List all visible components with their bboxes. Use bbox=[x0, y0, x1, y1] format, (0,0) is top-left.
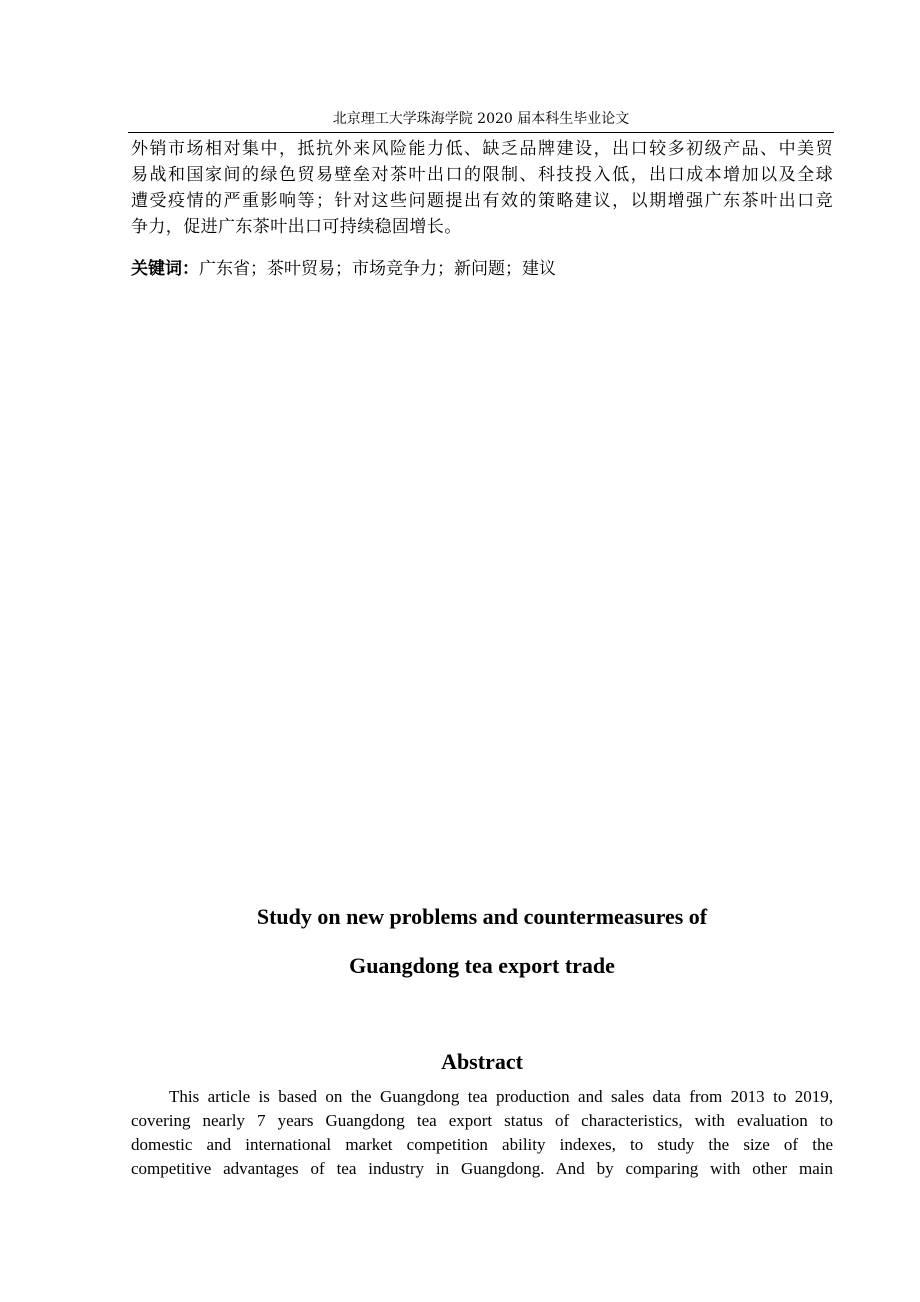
english-title-line-1: Study on new problems and countermeasures of bbox=[256, 904, 708, 929]
english-abstract-body bbox=[131, 1085, 833, 1181]
keywords bbox=[131, 256, 833, 282]
keywords-text: 广东省；茶叶贸易；市场竞争力；新问题；建议 bbox=[199, 259, 556, 279]
english-abstract-line: competitive advantages of tea industry in Guangdong. And by comparing with other main bbox=[131, 1159, 833, 1178]
english-abstract-line: This article is based on the Guangdong tea production and sales data from 2013 to 2019, bbox=[169, 1087, 833, 1106]
chinese-abstract-line: 遭受疫情的严重影响等；针对这些问题提出有效的策略建议，以期增强广东茶叶出口竞 bbox=[131, 191, 833, 211]
english-abstract-line: covering nearly 7 years Guangdong tea export status of characteristics, with evaluation to bbox=[131, 1111, 833, 1130]
chinese-abstract-line: 易战和国家间的绿色贸易壁垒对茶叶出口的限制、科技投入低，出口成本增加以及全球 bbox=[131, 165, 833, 185]
keywords-label: 关键词： bbox=[131, 259, 199, 279]
page-header bbox=[128, 108, 834, 133]
header-text: 北京理工大学珠海学院 2020 届本科生毕业论文 bbox=[332, 111, 630, 127]
abstract-heading: Abstract bbox=[441, 1049, 523, 1074]
chinese-abstract-line: 外销市场相对集中，抵抗外来风险能力低、缺乏品牌建设，出口较多初级产品、中美贸 bbox=[131, 139, 833, 159]
english-abstract-line: domestic and international market competition ability indexes, to study the size of the bbox=[131, 1135, 833, 1154]
chinese-abstract-line: 争力，促进广东茶叶出口可持续稳固增长。 bbox=[131, 217, 462, 237]
chinese-abstract-body bbox=[131, 136, 833, 240]
english-title-line-2: Guangdong tea export trade bbox=[349, 953, 615, 978]
